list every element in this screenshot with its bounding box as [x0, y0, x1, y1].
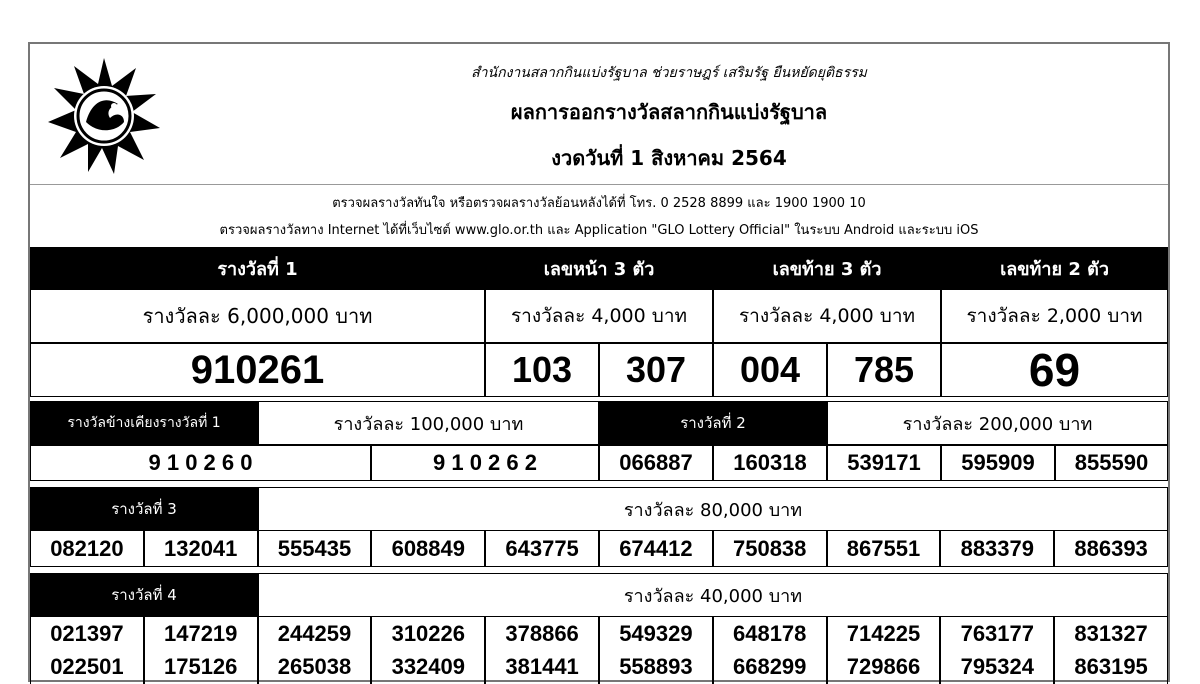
fourth-prize-number: 729866: [827, 650, 941, 684]
third-prize-amount: รางวัลละ 80,000 บาท: [258, 487, 1168, 531]
fourth-prize-number: 310226: [371, 617, 485, 651]
third-prize-number: 883379: [940, 531, 1054, 567]
fourth-prize-number: 863195: [1054, 650, 1168, 684]
fourth-prize-number: 558893: [599, 650, 713, 684]
org-motto: สำนักงานสลากกินแบ่งรัฐบาล ช่วยราษฎร์ เสริมรัฐ ยืนหยัดยุติธรรม: [471, 65, 867, 81]
glo-emblem-logo: [44, 56, 164, 176]
fourth-prize-header: รางวัลที่ 4: [30, 573, 258, 617]
third-prize-number: 608849: [371, 531, 485, 567]
fourth-prize-number: 831327: [1054, 617, 1168, 651]
first-prize-header: รางวัลที่ 1: [30, 247, 485, 289]
last2-amount: รางวัลละ 2,000 บาท: [941, 289, 1168, 343]
page-title: ผลการออกรางวัลสลากกินแบ่งรัฐบาล: [510, 100, 828, 124]
fourth-prize-number: 714225: [827, 617, 941, 651]
front3-header: เลขหน้า 3 ตัว: [485, 247, 713, 289]
third-prize-number: 886393: [1054, 531, 1168, 567]
fourth-prize-number: 381441: [485, 650, 599, 684]
fourth-prize-number: 795324: [940, 650, 1054, 684]
third-prize-number: 750838: [713, 531, 827, 567]
phone-info: ตรวจผลรางวัลทันใจ หรือตรวจผลรางวัลย้อนหลังได้ที่ โทร. 0 2528 8899 และ 1900 1900 10: [332, 196, 866, 211]
front3-number: 103: [485, 343, 599, 397]
fourth-prize-number: 668299: [713, 650, 827, 684]
last3-amount: รางวัลละ 4,000 บาท: [713, 289, 941, 343]
near-first-number: 9 1 0 2 6 0: [30, 445, 371, 481]
third-prize-header: รางวัลที่ 3: [30, 487, 258, 531]
last2-header: เลขท้าย 2 ตัว: [941, 247, 1168, 289]
fourth-prize-number: 022501: [30, 650, 144, 684]
third-prize-number: 082120: [30, 531, 144, 567]
fourth-prize-amount: รางวัลละ 40,000 บาท: [258, 573, 1168, 617]
second-prize-amount: รางวัลละ 200,000 บาท: [827, 401, 1168, 445]
draw-date: งวดวันที่ 1 สิงหาคม 2564: [551, 146, 787, 170]
fourth-prize-number: 648178: [713, 617, 827, 651]
last3-header: เลขท้าย 3 ตัว: [713, 247, 941, 289]
third-prize-number: 555435: [258, 531, 372, 567]
fourth-prize-number: 244259: [258, 617, 372, 651]
near-first-number: 9 1 0 2 6 2: [371, 445, 599, 481]
third-prize-number: 643775: [485, 531, 599, 567]
second-prize-number: 160318: [713, 445, 827, 481]
fourth-prize-number: 147219: [144, 617, 258, 651]
fourth-prize-number: 175126: [144, 650, 258, 684]
fourth-prize-number: 332409: [371, 650, 485, 684]
internet-info: ตรวจผลรางวัลทาง Internet ได้ที่เว็บไซต์ www.glo.or.th และ Application "GLO Lottery Official" ในระบบ Android และระบบ iOS: [219, 223, 979, 238]
second-prize-header: รางวัลที่ 2: [599, 401, 827, 445]
fourth-prize-number: 763177: [940, 617, 1054, 651]
near-first-header: รางวัลข้างเคียงรางวัลที่ 1: [30, 401, 258, 445]
fourth-prize-number: 021397: [30, 617, 144, 651]
fourth-prize-number: 265038: [258, 650, 372, 684]
last2-number: 69: [941, 343, 1168, 397]
first-prize-amount: รางวัลละ 6,000,000 บาท: [30, 289, 485, 343]
last3-number: 004: [713, 343, 827, 397]
second-prize-number: 595909: [941, 445, 1055, 481]
second-prize-number: 066887: [599, 445, 713, 481]
third-prize-number: 132041: [144, 531, 258, 567]
near-first-amount: รางวัลละ 100,000 บาท: [258, 401, 599, 445]
third-prize-number: 867551: [827, 531, 941, 567]
divider: [30, 184, 1168, 185]
first-prize-number: 910261: [30, 343, 485, 397]
second-prize-number: 539171: [827, 445, 941, 481]
fourth-prize-number: 549329: [599, 617, 713, 651]
second-prize-number: 855590: [1055, 445, 1168, 481]
front3-number: 307: [599, 343, 713, 397]
last3-number: 785: [827, 343, 941, 397]
third-prize-number: 674412: [599, 531, 713, 567]
front3-amount: รางวัลละ 4,000 บาท: [485, 289, 713, 343]
fourth-prize-number: 378866: [485, 617, 599, 651]
